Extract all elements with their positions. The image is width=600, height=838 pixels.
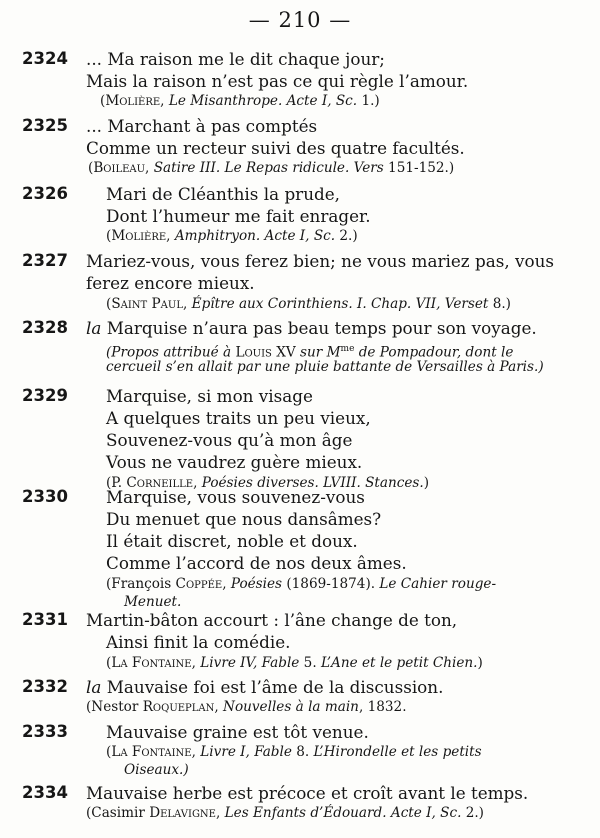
citation-tail: 151-152.) (383, 160, 455, 176)
citation-work: Satire III. Le Repas ridicule. Vers (153, 160, 384, 176)
citation-tail: 1.) (357, 93, 380, 109)
entry-number: 2324 (22, 49, 68, 68)
citation-open: ( (88, 160, 94, 176)
citation-work-title: L’Ane et le petit Chien. (320, 655, 478, 671)
citation-sep: , (191, 744, 201, 760)
quote-line: Comme l’accord de nos deux âmes. (106, 553, 407, 573)
citation-author: Corneille (126, 475, 194, 491)
citation (88, 159, 454, 177)
citation-mid: 5. (299, 655, 321, 671)
citation-sep: , (182, 296, 192, 312)
quote-line: Il était discret, noble et doux. (106, 531, 358, 551)
citation-work: Poésies diverses. LVIII. Stances. (201, 475, 424, 491)
citation-note-part: (Propos attribué à (106, 344, 236, 361)
citation-tail: , 1832. (358, 699, 407, 715)
quote-line: Souvenez-vous qu’à mon âge (106, 430, 353, 450)
citation-sep: , (214, 699, 224, 715)
citation-sep: , (222, 576, 231, 592)
citation-work: Les Enfants d’Édouard. Acte I, Sc. (224, 805, 462, 821)
citation-author: Molière (111, 228, 167, 244)
quote-line: ... Ma raison me le dit chaque jour; (86, 49, 385, 69)
citation-open: ( (100, 93, 106, 109)
quote-line (86, 317, 537, 339)
citation-sep: , (166, 228, 175, 244)
citation (86, 804, 484, 822)
citation-sep: , (193, 475, 202, 491)
citation-open: (François (106, 576, 176, 592)
citation-work: Livre IV, Fable (200, 655, 300, 671)
citation-open: (P. (106, 475, 127, 491)
citation-work: Livre I, Fable (200, 744, 292, 760)
citation-work: Nouvelles à la main (223, 699, 359, 715)
citation-open: ( (106, 296, 112, 312)
citation-work: Épître aux Corinthiens. I. Chap. VII, Verset (191, 296, 489, 312)
citation-tail: 2.) (335, 228, 358, 244)
citation-open: ( (106, 655, 112, 671)
citation (106, 295, 511, 313)
citation-mid: 8. (291, 744, 314, 760)
citation-sep: , (215, 805, 225, 821)
citation-tail: ) (423, 475, 430, 491)
quote-line: A quelques traits un peu vieux, (106, 408, 371, 428)
citation (106, 743, 482, 761)
citation-sep: , (191, 655, 201, 671)
page-number: — 210 — (248, 8, 352, 32)
quote-line: Marquise, vous souvenez-vous (106, 487, 365, 507)
quote-line (86, 676, 443, 698)
quote-line: Mauvaise herbe est précoce et croît avant le temps. (86, 783, 529, 803)
citation-author: Saint Paul (111, 296, 183, 312)
entry-number: 2329 (22, 386, 68, 405)
citation-note-part: de Pompadour, dont le (354, 344, 514, 361)
quote-line: Martin-bâton accourt : l’âne change de ton, (86, 610, 458, 630)
citation-author: Roqueplan (142, 699, 215, 715)
citation-author: Delavigne (149, 805, 216, 821)
citation (86, 698, 407, 716)
quote-rest: Mauvaise foi est l’âme de la discussion. (101, 677, 444, 697)
citation-open: (Casimir (86, 805, 150, 821)
citation-open: ( (106, 228, 112, 244)
quote-line: Vous ne vaudrez guère mieux. (106, 452, 363, 472)
quote-line: Mari de Cléanthis la prude, (106, 184, 341, 204)
quote-line: Mais la raison n’est pas ce qui règle l’amour. (86, 71, 469, 91)
quote-line: Mauvaise graine est tôt venue. (106, 722, 369, 742)
citation-work-title: Le Cahier rouge- (379, 576, 497, 592)
quote-line: Dont l’humeur me fait enrager. (106, 206, 371, 226)
quote-lead-word: la (86, 677, 102, 697)
citation-tail: 2.) (461, 805, 484, 821)
citation-author: Boileau (93, 160, 146, 176)
citation-tail: ) (477, 655, 483, 671)
entry-number: 2328 (22, 318, 68, 337)
citation-tail: 8.) (488, 296, 511, 312)
citation-work-title: L’Hirondelle et les petits (313, 744, 482, 760)
citation-author: La Fontaine (111, 655, 192, 671)
quote-line: Comme un recteur suivi des quatre facultés. (86, 138, 465, 158)
citation-sep: , (160, 93, 169, 109)
quote-line: Ainsi finit la comédie. (106, 632, 291, 652)
entry-number: 2332 (22, 677, 68, 696)
entry-number: 2325 (22, 116, 68, 135)
entry-number: 2326 (22, 184, 68, 203)
citation-author: La Fontaine (111, 744, 192, 760)
citation-sep: , (145, 160, 154, 176)
quote-line: Du menuet que nous dansâmes? (106, 509, 382, 529)
entry-number: 2331 (22, 610, 68, 629)
entry-number: 2334 (22, 783, 68, 802)
citation-note-part: sur M (295, 344, 341, 361)
citation-open: (Nestor (86, 699, 143, 715)
citation-continuation: cercueil s’en allait par une pluie battante de Versailles à Paris.) (106, 359, 544, 375)
citation-continuation: Oiseaux.) (124, 762, 189, 778)
quote-rest: Marquise n’aura pas beau temps pour son voyage. (101, 318, 537, 338)
quote-line: Mariez-vous, vous ferez bien; ne vous mariez pas, vous (86, 251, 554, 271)
quote-lead-word: la (86, 318, 102, 338)
entry-number: 2330 (22, 487, 68, 506)
citation-author: Molière (105, 93, 161, 109)
quote-line: ... Marchant à pas comptés (86, 116, 318, 136)
citation-superscript: me (340, 344, 355, 354)
quote-line: Marquise, si mon visage (106, 386, 313, 406)
citation (100, 92, 380, 110)
citation-mid: (1869-1874). (282, 576, 380, 592)
citation-work: Amphitryon. Acte I, Sc. (174, 228, 336, 244)
citation (106, 654, 483, 672)
citation-work: Poésies (230, 576, 283, 592)
entry-number: 2333 (22, 722, 68, 741)
quote-line: ferez encore mieux. (86, 273, 255, 293)
citation-author: Louis XV (235, 344, 296, 361)
citation-work: Le Misanthrope. Acte I, Sc. (168, 93, 358, 109)
citation (106, 575, 496, 593)
citation-continuation: Menuet. (124, 594, 182, 610)
citation (106, 227, 358, 245)
citation-open: ( (106, 744, 112, 760)
entry-number: 2327 (22, 251, 68, 270)
citation-author: Coppée (175, 576, 223, 592)
